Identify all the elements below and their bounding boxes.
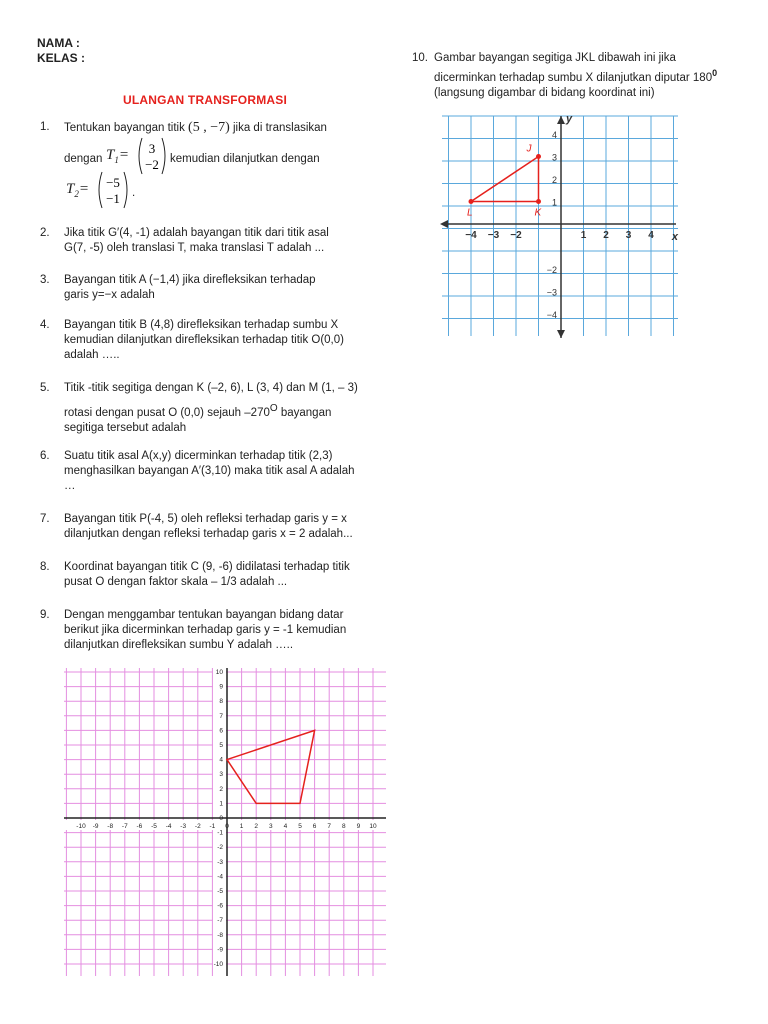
q9-line1: Dengan menggambar tentukan bayangan bidang datar (64, 609, 344, 621)
x-tick-label: -3 (180, 823, 187, 830)
x-tick-label: -8 (107, 823, 114, 830)
vertex-point-j (536, 154, 541, 159)
y-tick-label: 3 (219, 771, 223, 779)
nama-label: NAMA : (37, 36, 80, 50)
q7-line1: Bayangan titik P(-4, 5) oleh refleksi terhadap garis y = x (64, 513, 347, 525)
y-tick-label: -3 (217, 858, 223, 866)
y-tick-label: 10 (215, 669, 223, 676)
question-number: 4. (40, 319, 50, 331)
x-tick-label: 6 (312, 823, 317, 830)
x-tick-label: 4 (283, 823, 288, 830)
y-tick-label: −2 (546, 265, 557, 275)
y-tick-label: 3 (551, 152, 557, 163)
q1-dengan: dengan (64, 153, 103, 165)
x-tick-label: -10 (76, 823, 86, 830)
y-tick-label: -9 (217, 946, 223, 954)
x-tick-label: 3 (268, 823, 273, 830)
q3-line1: Bayangan titik A (−1,4) jika direfleksikan terhadap (64, 274, 316, 286)
y-tick-label: 5 (219, 742, 223, 749)
t2-top: −5 (106, 175, 120, 190)
vertex-label-k: K (534, 207, 542, 219)
q2-line2: G(7, -5) oleh translasi T, maka translasi T adalah ... (64, 242, 325, 254)
q1-point: (5 , −7) (188, 120, 230, 135)
vertex-point-l (469, 199, 474, 204)
page-title: ULANGAN TRANSFORMASI (123, 93, 287, 107)
x-tick-label: −4 (465, 230, 477, 241)
y-tick-label: 6 (219, 727, 223, 735)
x-tick-label: 2 (603, 230, 609, 241)
x-tick-label: 9 (356, 823, 361, 830)
q1-end: . (132, 187, 136, 199)
y-tick-label: 1 (219, 800, 223, 808)
y-tick-label: -4 (217, 873, 223, 881)
question-number: 2. (40, 227, 50, 239)
y-tick-label: -5 (217, 888, 223, 895)
y-tick-label: -8 (217, 931, 223, 939)
x-tick-label: 10 (369, 823, 377, 830)
polygon-graph (64, 668, 386, 976)
q6-line2: menghasilkan bayangan A′(3,10) maka titik asal A adalah (64, 465, 355, 477)
x-tick-label: -9 (92, 823, 99, 830)
q5-line2: rotasi dengan pusat O (0,0) sejauh $-270^O$ bayangan (64, 403, 332, 419)
q9-line3: dilanjutkan direfleksikan sumbu Y adalah ….. (64, 639, 294, 651)
question-number: 1. (40, 121, 50, 133)
x-axis-label: x (671, 231, 678, 243)
x-tick-label: -6 (136, 823, 143, 830)
t2-matrix (94, 170, 132, 210)
q5-line1: Titik -titik segitiga dengan K (–2, 6), L (3, 4) dan M (1, – 3) (64, 382, 358, 394)
question-number: 9. (40, 609, 50, 621)
y-tick-label: −3 (546, 287, 557, 298)
x-tick-label: -4 (165, 823, 172, 830)
question-7 (40, 512, 353, 544)
y-tick-label: −4 (546, 310, 557, 320)
question-8 (40, 560, 350, 592)
question-number: 7. (40, 513, 50, 525)
q1-line2b: kemudian dilanjutkan dengan (170, 153, 320, 165)
y-tick-label: -10 (213, 961, 223, 968)
question-number: 8. (40, 561, 50, 573)
x-tick-label: 2 (254, 823, 259, 830)
q4-line3: adalah ….. (64, 349, 120, 361)
y-tick-label: 2 (551, 175, 557, 185)
q3-line2: garis y=−x adalah (64, 289, 155, 301)
t2-label: $T_2=$ (66, 181, 89, 199)
question-number: 6. (40, 450, 50, 462)
x-tick-label: 1 (580, 230, 587, 241)
question-4 (40, 318, 344, 366)
x-tick-label: −2 (510, 230, 522, 241)
y-tick-label: 4 (551, 130, 557, 140)
vertex-label-l: L (467, 207, 473, 219)
y-tick-label: 0 (219, 815, 223, 822)
y-tick-label: 8 (219, 698, 223, 706)
question-number: 10. (412, 52, 428, 64)
y-tick-label: 9 (219, 683, 223, 691)
x-tick-label: -1 (209, 823, 216, 830)
t1-top: 3 (148, 141, 156, 156)
q2-line1: Jika titik G′(4, -1) adalah bayangan titik dari titik asal (64, 227, 329, 239)
question-9 (40, 608, 347, 656)
x-tick-label: 3 (625, 230, 632, 241)
x-tick-label: -2 (194, 823, 201, 830)
y-tick-label: -7 (217, 917, 223, 925)
question-1 (40, 120, 340, 215)
y-tick-label: 4 (219, 756, 223, 764)
t1-label: $T_1=$ (106, 147, 129, 165)
x-tick-label: −3 (487, 230, 500, 241)
x-tick-label: 5 (298, 823, 302, 830)
question-number: 5. (40, 382, 50, 394)
q10-line2: dicerminkan terhadap sumbu X dilanjutkan diputar $180^0$ (434, 68, 718, 84)
vertex-point-k (536, 199, 541, 204)
q4-line2: kemudian dilanjutkan direfleksikan terhadap titik O(0,0) (64, 334, 344, 346)
q9-line2: berikut jika dicerminkan terhadap garis y = -1 kemudian (64, 624, 347, 636)
y-tick-label: 7 (219, 712, 223, 720)
question-10 (412, 51, 718, 99)
question-2 (40, 226, 340, 258)
q6-line1: Suatu titik asal A(x,y) dicerminkan terhadap titik (2,3) (64, 450, 333, 462)
x-tick-label: 7 (327, 823, 332, 830)
q10-line1: Gambar bayangan segitiga JKL dibawah ini jika (434, 52, 676, 64)
question-3 (40, 273, 340, 305)
q4-line1: Bayangan titik B (4,8) direfleksikan terhadap sumbu X (64, 319, 339, 331)
t1-bottom: −2 (145, 157, 159, 172)
x-tick-label: 1 (239, 823, 244, 830)
y-axis-label: y (566, 113, 573, 125)
triangle-jkl-graph (440, 110, 685, 340)
t1-matrix (134, 136, 170, 176)
kelas-label: KELAS : (37, 51, 85, 65)
question-6 (40, 449, 355, 497)
grid-background (442, 116, 678, 338)
q10-line3: (langsung digambar di bidang koordinat ini) (434, 86, 655, 99)
y-tick-label: -6 (217, 902, 223, 910)
question-5 (40, 381, 358, 434)
y-tick-label: 2 (219, 785, 223, 793)
y-tick-label: 1 (551, 197, 557, 208)
t2-bottom: −1 (106, 191, 120, 206)
y-tick-label: -1 (217, 829, 223, 837)
x-tick-label: -7 (121, 823, 128, 830)
q8-line1: Koordinat bayangan titik C (9, -6) didilatasi terhadap titik (64, 561, 350, 573)
vertex-label-j: J (526, 143, 532, 155)
x-tick-label: 8 (341, 823, 346, 830)
q8-line2: pusat O dengan faktor skala – 1/3 adalah ... (64, 576, 288, 588)
x-tick-label: 0 (225, 823, 229, 830)
q7-line2: dilanjutkan dengan refleksi terhadap garis x = 2 adalah... (64, 528, 353, 540)
y-tick-label: -2 (217, 844, 223, 852)
q1-line1: Tentukan bayangan titik (64, 122, 185, 134)
q5-line3: segitiga tersebut adalah (64, 421, 187, 434)
question-number: 3. (40, 274, 50, 286)
q1-line1b: jika di translasikan (232, 122, 327, 134)
x-tick-label: 4 (648, 230, 654, 241)
q6-line3: … (64, 480, 76, 492)
x-tick-label: -5 (151, 823, 157, 830)
